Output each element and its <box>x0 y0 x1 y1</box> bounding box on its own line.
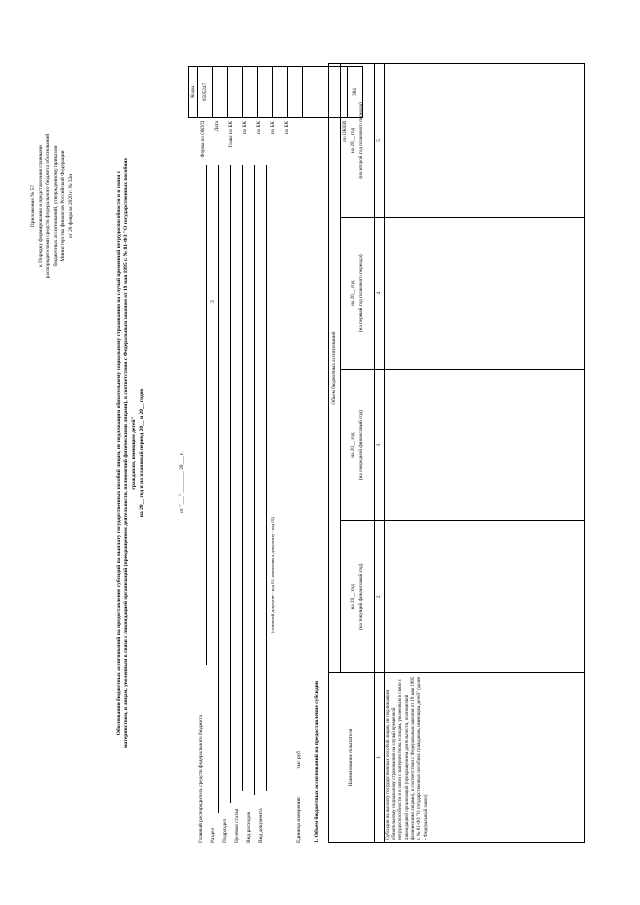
podrazdel-label: Подраздел <box>222 818 228 843</box>
period-desc: (на второй год планового периода) <box>357 102 364 179</box>
okud-label: Форма по ОКУД <box>200 121 206 158</box>
vid-rashodov-line[interactable] <box>254 165 255 795</box>
header-period-plan1 <box>341 217 375 369</box>
document-date: от "___" ________ 20___ г. <box>179 452 185 513</box>
okud-value: 0505247 <box>198 67 213 118</box>
statya-label: Целевая статья <box>234 808 240 843</box>
period-desc: (на очередной финансовый год) <box>357 409 364 481</box>
title-period: на 20__ год и на плановый период 20__ и 20__ годов <box>139 388 146 518</box>
appendix-line: Министерства финансов Российской Федерации <box>60 150 67 262</box>
statya-value <box>273 67 288 118</box>
appendix-line: бюджетных ассигнований, утвержденному приказом <box>52 145 59 267</box>
header-budget-volume: Объем бюджетных ассигнований <box>329 64 341 673</box>
field-vid-rashodov <box>244 63 256 843</box>
codes-header: Коды <box>189 67 198 118</box>
column-number: 5 <box>375 64 385 218</box>
column-number: 4 <box>375 217 385 369</box>
table-cell-next[interactable] <box>384 369 584 521</box>
column-number: 2 <box>375 521 385 673</box>
vid-code-label: по БК <box>284 121 290 135</box>
column-number: 3 <box>375 369 385 521</box>
glava-label: Глава по БК <box>228 121 234 148</box>
field-mark: 3 <box>210 300 216 303</box>
title-line: Обоснования бюджетных ассигнований на предоставление субсидий на выплату государственных пособий лицам, не подлежащим обязательному социальному страхованию на случай временной нетрудоспособности и в связи с <box>116 170 122 736</box>
statya-code-label: по БК <box>270 121 276 135</box>
doc-type-hint: (основной документ - код 01, изменения к документу - код 02) <box>270 516 275 633</box>
statya-line[interactable] <box>242 165 243 791</box>
period-year: на 20__ год <box>350 127 357 153</box>
appendix-line: распорядителями средств федерального бюджета обоснований <box>45 133 52 279</box>
header-period-plan2 <box>341 64 375 218</box>
table-cell-plan1[interactable] <box>384 217 584 369</box>
main-manager-line[interactable] <box>206 165 207 665</box>
section-title: 1. Объем бюджетных ассигнований на предоставление субсидии <box>314 680 320 843</box>
title-line: гражданам, имеющим детей" <box>130 416 137 490</box>
podrazdel-code-label: по БК <box>256 121 262 135</box>
period-desc: (на текущий финансовый год) <box>357 563 364 630</box>
okei-label: по ОКЕИ <box>342 121 348 142</box>
vid-doc-label: Вид документа <box>258 808 264 843</box>
header-indicator-name: Наименование показателя <box>329 673 375 843</box>
units-label: Единица измерения: <box>296 796 302 843</box>
budget-table <box>328 63 585 843</box>
field-razdel <box>208 63 220 843</box>
razdel-label: Раздел <box>210 827 216 843</box>
field-statya <box>232 63 244 843</box>
razdel-line[interactable] <box>218 165 219 813</box>
units-line <box>296 751 303 843</box>
vid-value <box>288 67 303 118</box>
title-line: материнством, и лицам, уволенным в связи с ликвидацией организаций (прекращением деятельности, полномочий физическими лицами), в соответствии с Федеральным законом от 19 мая 1995 г. № 81-ФЗ "О государственных пособиях <box>123 157 130 749</box>
field-main-manager <box>196 63 208 843</box>
document-title <box>116 63 147 843</box>
table-cell-current[interactable] <box>384 521 584 673</box>
field-podrazdel <box>220 63 232 843</box>
form-content <box>30 63 630 843</box>
header-period-next <box>341 369 375 521</box>
period-year: на 20__ год <box>350 280 357 306</box>
appendix-number: Приложение № 57 <box>30 184 36 228</box>
vid-rashodov-label: Вид расходов <box>246 812 252 843</box>
field-vid-doc <box>256 63 268 843</box>
podrazdel-line[interactable] <box>230 165 231 803</box>
table-row-subsidy-label: Субсидии на выплату государственных пособий лицам, не подлежащим обязательному социальному страхованию на случай временной нетрудоспособности и в связи с материнством, и лицам, уволенным в связи с ликвидацией организаций (прекращением деятельности, полномочий физическими лицами), в соответствии с Федеральным законом от 19 мая 1995 г. № 81-ФЗ "О государственных пособиях гражданам, имеющим детей" (далее - Федеральный закон) <box>384 673 584 843</box>
appendix-header <box>30 81 75 331</box>
vid-doc-line[interactable] <box>266 165 267 791</box>
razdel-code-label: по БК <box>242 121 248 135</box>
period-year: на 20__ год <box>350 432 357 458</box>
table-cell-plan2[interactable] <box>384 64 584 218</box>
appendix-line: от 28 февраля 2020 г. № 32н <box>67 173 74 239</box>
date-label: Дата <box>214 121 220 132</box>
header-period-current <box>341 521 375 673</box>
units-value: тыс руб <box>296 751 302 769</box>
period-desc: (на первый год планового периода) <box>357 254 364 333</box>
period-year: на 20__ год <box>350 584 357 610</box>
column-number: 1 <box>375 673 385 843</box>
appendix-line: к Порядку формирования и представления главными <box>37 145 44 267</box>
okei-value: 384 <box>348 67 363 118</box>
main-manager-label: Главный распорядитель средств федерального бюджета <box>198 714 204 843</box>
